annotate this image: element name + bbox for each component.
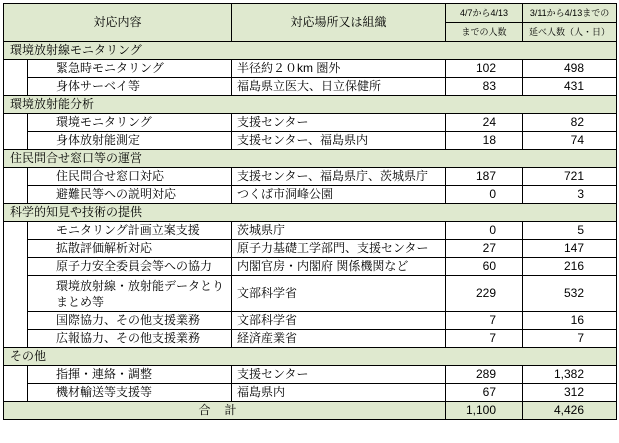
section-title: 環境放射線モニタリング <box>4 42 617 60</box>
table-row <box>4 60 617 78</box>
task-cell: モニタリング計画立案支援 <box>28 222 232 240</box>
table-row <box>4 132 617 150</box>
org-cell: つくば市洞峰公園 <box>232 186 446 204</box>
task-cell: 環境モニタリング <box>28 114 232 132</box>
cum-count: 3 <box>577 187 585 201</box>
table-row <box>4 114 617 132</box>
week-count: 187 <box>475 169 497 183</box>
week-count: 24 <box>482 115 497 129</box>
cum-count: 7 <box>577 331 585 345</box>
org-cell: 福島県立医大、日立保健所 <box>232 78 446 96</box>
org-cell: 文部科学省 <box>232 312 446 330</box>
org-cell: 経済産業省 <box>232 330 446 348</box>
org-cell: 福島県内 <box>232 384 446 402</box>
week-count: 27 <box>482 241 497 255</box>
header-row-1 <box>4 4 617 23</box>
cum-count: 431 <box>563 79 585 93</box>
header-org: 対応場所又は組織 <box>232 4 446 42</box>
week-count: 18 <box>482 133 497 147</box>
week-count: 67 <box>482 385 497 399</box>
section-title: 科学的知見や技術の提供 <box>4 204 617 222</box>
section-header <box>4 96 617 114</box>
section-header <box>4 150 617 168</box>
header-task: 対応内容 <box>4 4 232 42</box>
table-row <box>4 240 617 258</box>
week-count: 60 <box>482 259 497 273</box>
task-cell: 住民問合せ窓口対応 <box>28 168 232 186</box>
task-cell: 機材輸送等支援等 <box>28 384 232 402</box>
task-cell: 原子力安全委員会等への協力 <box>28 258 232 276</box>
week-count: 0 <box>489 187 497 201</box>
cum-count: 16 <box>570 313 585 327</box>
total-week-count: 1,100 <box>465 403 497 417</box>
table-row <box>4 78 617 96</box>
org-cell: 内閣官房・内閣府 関係機関など <box>232 258 446 276</box>
org-cell: 原子力基礎工学部門、支援センター <box>232 240 446 258</box>
cum-count: 721 <box>563 169 585 183</box>
section-title: 住民問合せ窓口等の運営 <box>4 150 617 168</box>
org-cell: 支援センター <box>232 114 446 132</box>
table-row <box>4 168 617 186</box>
task-cell: 身体サーベイ等 <box>28 78 232 96</box>
cum-count: 498 <box>563 61 585 75</box>
task-cell: 指揮・連絡・調整 <box>28 366 232 384</box>
staff-dispatch-table-container <box>3 3 616 440</box>
cum-count: 532 <box>563 286 585 300</box>
table-row <box>4 384 617 402</box>
week-count: 102 <box>475 61 497 75</box>
header-cum-line1: 3/11から4/13までの <box>523 4 617 23</box>
org-cell: 半径約２０km 圏外 <box>232 60 446 78</box>
total-cum-count: 4,426 <box>553 403 585 417</box>
table-row <box>4 366 617 384</box>
week-count: 0 <box>489 223 497 237</box>
cum-count: 147 <box>563 241 585 255</box>
task-cell: 身体放射能測定 <box>28 132 232 150</box>
task-cell: 環境放射線・放射能データとりまとめ等 <box>28 276 232 312</box>
table-row <box>4 258 617 276</box>
week-count: 229 <box>475 286 497 300</box>
week-count: 7 <box>489 331 497 345</box>
table-row <box>4 186 617 204</box>
staff-dispatch-table <box>3 3 617 420</box>
section-header <box>4 42 617 60</box>
task-cell: 拡散評価解析対応 <box>28 240 232 258</box>
total-label: 合計 <box>4 402 446 420</box>
task-cell: 広報協力、その他支援業務 <box>28 330 232 348</box>
task-cell: 避難民等への説明対応 <box>28 186 232 204</box>
org-cell: 文部科学省 <box>232 276 446 312</box>
cum-count: 1,382 <box>553 367 585 381</box>
header-cum-line2: 延べ人数（人・日） <box>523 23 617 42</box>
total-row <box>4 402 617 420</box>
week-count: 83 <box>482 79 497 93</box>
week-count: 7 <box>489 313 497 327</box>
org-cell: 支援センター、福島県内 <box>232 132 446 150</box>
section-title: 環境放射能分析 <box>4 96 617 114</box>
section-header <box>4 204 617 222</box>
org-cell: 支援センター、福島県庁、茨城県庁 <box>232 168 446 186</box>
table-row <box>4 222 617 240</box>
cum-count: 74 <box>570 133 585 147</box>
week-count: 289 <box>475 367 497 381</box>
section-title: その他 <box>4 348 617 366</box>
header-week-line1: 4/7から4/13 <box>446 4 523 23</box>
task-cell: 緊急時モニタリング <box>28 60 232 78</box>
cum-count: 216 <box>563 259 585 273</box>
task-cell: 国際協力、その他支援業務 <box>28 312 232 330</box>
table-row <box>4 330 617 348</box>
table-row <box>4 312 617 330</box>
table-row <box>4 276 617 312</box>
org-cell: 支援センター <box>232 366 446 384</box>
org-cell: 茨城県庁 <box>232 222 446 240</box>
section-header <box>4 348 617 366</box>
cum-count: 82 <box>570 115 585 129</box>
header-week-line2: までの人数 <box>446 23 523 42</box>
cum-count: 5 <box>577 223 585 237</box>
cum-count: 312 <box>563 385 585 399</box>
